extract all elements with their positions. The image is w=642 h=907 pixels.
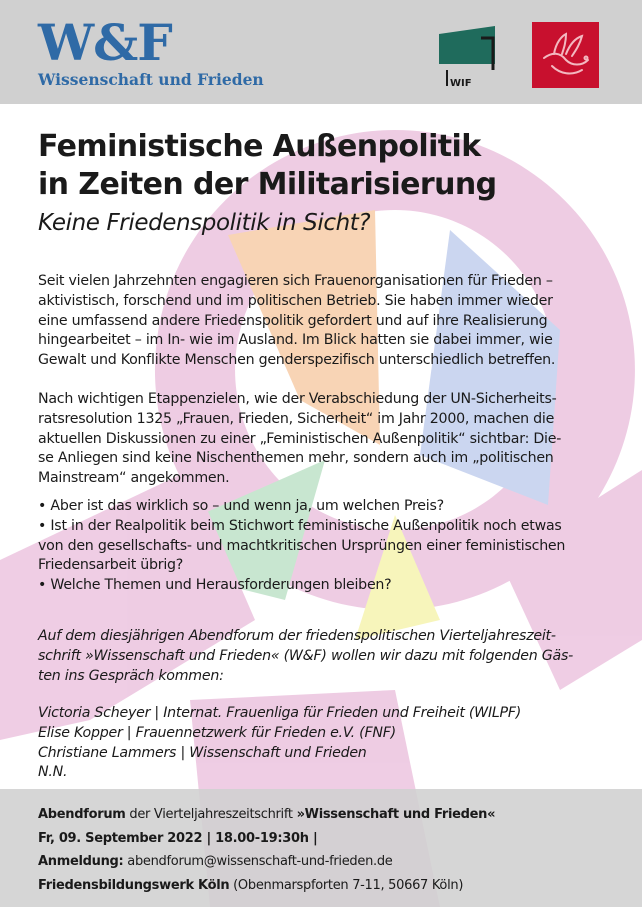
registration-label: Anmeldung: xyxy=(38,854,124,869)
questions-list xyxy=(38,497,612,596)
registration-line xyxy=(38,850,618,874)
registration-email[interactable]: abendforum@wissenschaft-und-frieden.de xyxy=(123,854,393,869)
event-label: Abendforum xyxy=(38,807,126,822)
text-line: schrift »Wissenschaft und Frieden« (W&F) wollen wir dazu mit folgenden Gäs- xyxy=(38,647,573,664)
event-date-line xyxy=(38,827,618,851)
guest-list xyxy=(38,704,612,783)
guest-entry: Victoria Scheyer | Internat. Frauenliga für Frieden und Freiheit (WILPF) xyxy=(38,705,522,721)
text-line: Seit vielen Jahrzehnten engagieren sich Frauenorganisationen für Frieden – xyxy=(38,273,553,289)
text-line: eine umfassend andere Friedenspolitik gefordert und auf ihre Realisierung xyxy=(38,312,548,329)
invitation-paragraph xyxy=(38,627,612,686)
intro-paragraph xyxy=(38,272,612,371)
page-subtitle: Keine Friedenspolitik in Sicht? xyxy=(38,210,371,236)
event-mid: der Vierteljahreszeitschrift xyxy=(125,807,297,822)
title-line: in Zeiten der Militarisierung xyxy=(38,167,497,202)
list-item: • Ist in der Realpolitik beim Stichwort feministische Außenpolitik noch etwas xyxy=(38,517,562,534)
guest-entry: N.N. xyxy=(38,764,68,781)
event-info xyxy=(38,803,618,897)
list-item: • Welche Themen und Herausforderungen bleiben? xyxy=(38,577,392,594)
text-line: aktivistisch, forschend und im politischen Betrieb. Sie haben immer wieder xyxy=(38,292,553,309)
text-line: hingearbeitet – im In- wie im Ausland. Im Blick hatten sie dabei immer, wie xyxy=(38,332,553,349)
text-line: Gewalt und Konflikte Menschen genderspezifisch unterschiedlich betreffen. xyxy=(38,352,556,369)
text-line: se Anliegen sind keine Nischenthemen mehr, sondern auch im „politischen xyxy=(38,450,554,467)
text-line: ten ins Gespräch kommen: xyxy=(38,667,224,684)
list-item: Friedensarbeit übrig? xyxy=(38,557,184,574)
venue-name: Friedensbildungswerk Köln xyxy=(38,877,230,893)
header-bar xyxy=(0,0,642,104)
guest-entry: Elise Kopper | Frauennetzwerk für Frieden e.V. (FNF) xyxy=(38,724,396,741)
text-line: Mainstream“ angekommen. xyxy=(38,470,230,487)
text-line: aktuellen Diskussionen zu einer „Feministischen Außenpolitik“ sichtbar: Die- xyxy=(38,430,562,447)
list-item: • Aber ist das wirklich so – und wenn ja, um welchen Preis? xyxy=(38,498,444,514)
text-line: Nach wichtigen Etappenzielen, wie der Verabschiedung der UN-Sicherheits- xyxy=(38,391,557,407)
event-date: Fr, 09. September 2022 | 18.00-19:30h | xyxy=(38,830,318,846)
venue-address: (Obenmarspforten 7-11, 50667 Köln) xyxy=(229,877,464,893)
context-paragraph xyxy=(38,390,612,489)
wf-logo-mark: W&F xyxy=(38,13,172,72)
text-line: Auf dem diesjährigen Abendforum der friedenspolitischen Vierteljahreszeit- xyxy=(38,628,556,644)
guest-entry: Christiane Lammers | Wissenschaft und Frieden xyxy=(38,744,367,761)
page-title xyxy=(38,128,618,204)
dove-logo xyxy=(532,22,599,88)
event-journal: »Wissenschaft und Frieden« xyxy=(296,807,496,822)
list-item: von den gesellschafts- und machtkritischen Ursprüngen einer feministischen xyxy=(38,537,566,554)
title-line: Feministische Außenpolitik xyxy=(38,129,481,164)
wf-logo-subtitle: Wissenschaft und Frieden xyxy=(38,70,264,89)
wf-logo xyxy=(38,13,264,89)
wif-logo-label: WIF xyxy=(450,78,472,89)
dove-icon xyxy=(532,22,599,88)
event-title-line xyxy=(38,803,618,827)
venue-line xyxy=(38,874,618,898)
text-line: ratsresolution 1325 „Frauen, Frieden, Sicherheit“ im Jahr 2000, machen die xyxy=(38,410,555,427)
wif-logo xyxy=(437,24,499,90)
